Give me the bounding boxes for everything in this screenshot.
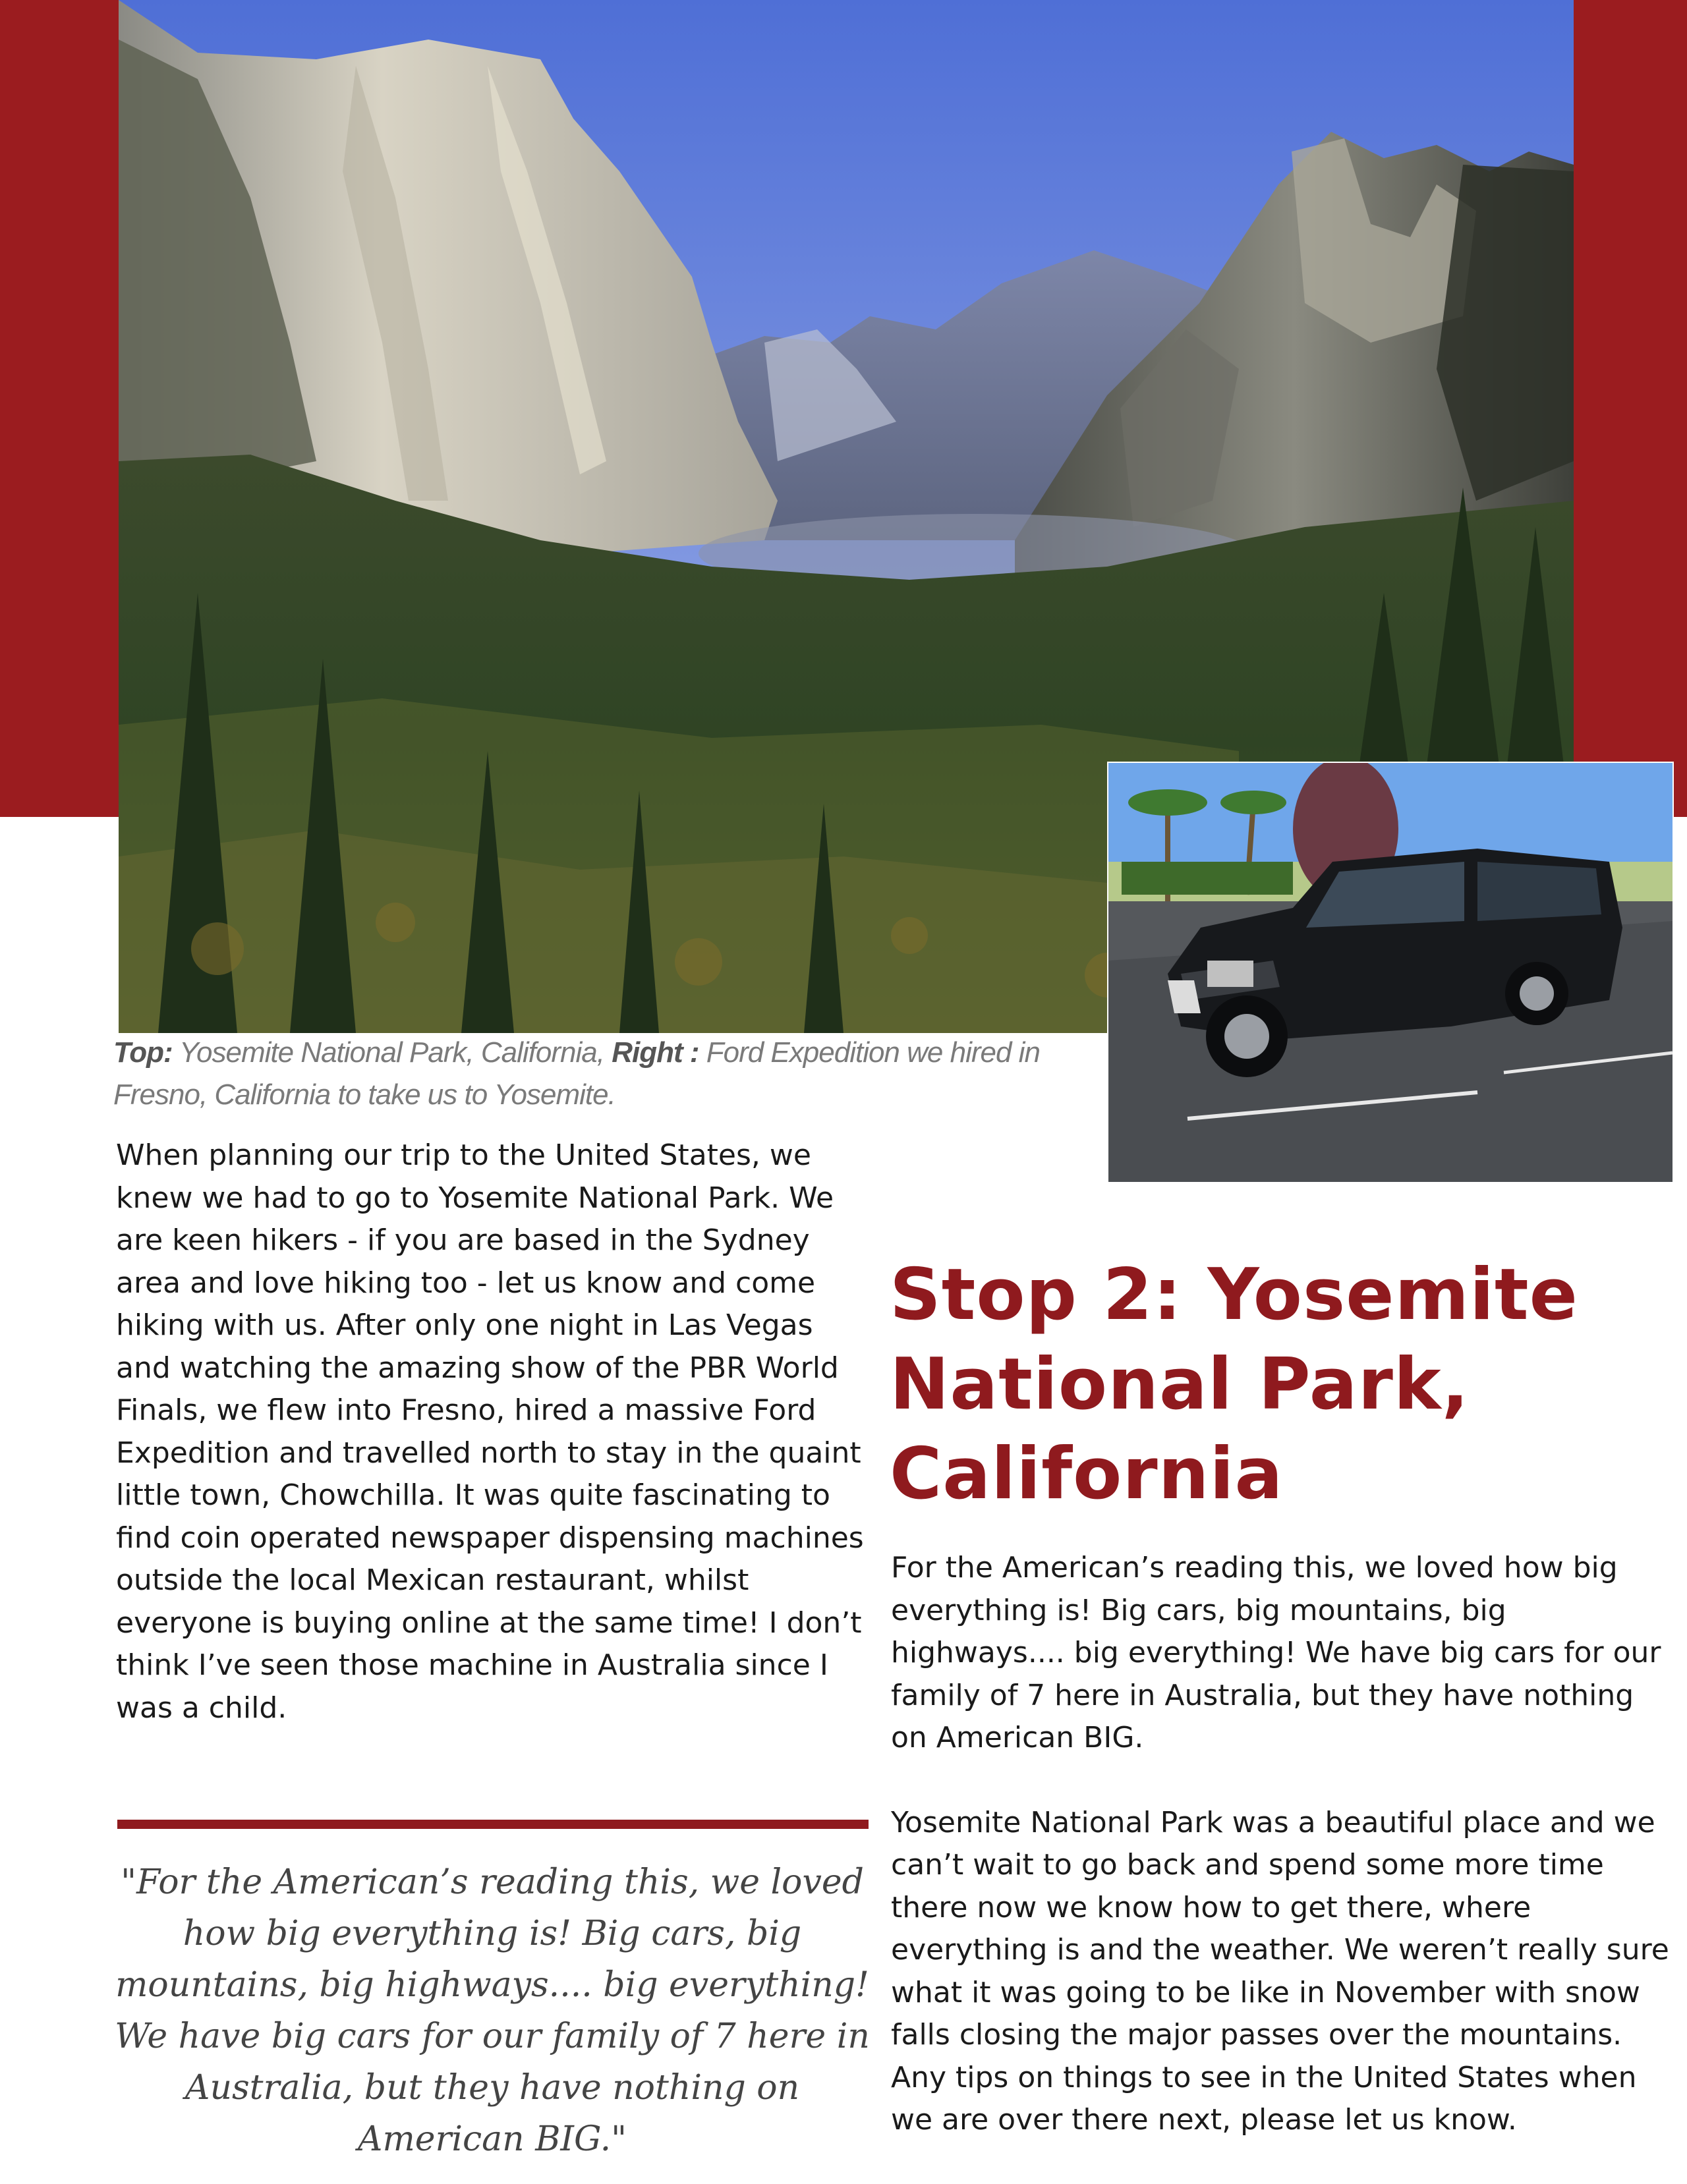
caption-right-text: Ford Expedition we hired in Fresno, California to take us to Yosemite. bbox=[113, 1036, 1040, 1111]
section-title: Stop 2: Yosemite National Park, California bbox=[890, 1254, 1578, 1515]
intro-paragraph: When planning our trip to the United States, we knew we had to go to Yosemite National Park. We are keen hikers - if you are based in the Sydney area and love hiking too - let us know and come hiking with us. After only one night in Las Vegas and watching the amazing show of the PBR World Finals, we flew into Fresno, hired a massive Ford Expedition and travelled north to stay in the quaint little town, Chowchilla. It was quite fascinating to find coin operated newspaper dispensing machines outside the local Mexican restaurant, whilst everyone is buying online at the same time! I don’t think I’ve seen those machine in Australia since I was a child. bbox=[116, 1138, 864, 1725]
ford-expedition-photo bbox=[1107, 762, 1674, 1183]
paragraph-big-america: For the American’s reading this, we loved how big everything is! Big cars, big mountains, big highways.... big everything! We have big cars for our family of 7 here in Australia, but they have nothing on American BIG. bbox=[891, 1551, 1661, 1754]
quote-divider bbox=[117, 1820, 869, 1829]
photo-caption bbox=[113, 1032, 1069, 1116]
pull-quote: "For the American’s reading this, we loved how big everything is! Big cars, big mountains, big highways.... big everything! We have big cars for our family of 7 here in Australia, but they have nothing on American BIG." bbox=[115, 1862, 870, 2159]
caption-top-label: Top: bbox=[113, 1036, 173, 1069]
paragraph-yosemite: Yosemite National Park was a beautiful place and we can’t wait to go back and spend some more time there now we know how to get there, where everything is and the weather. We weren’t really sure what it was going to be like in November with snow falls closing the major passes over the mountains. Any tips on things to see in the United States when we are over there next, please let us know. bbox=[891, 1805, 1669, 2137]
right-column bbox=[891, 1547, 1675, 2184]
caption-top-text: Yosemite National Park, California, bbox=[179, 1036, 604, 1069]
caption-right-label: Right : bbox=[612, 1036, 699, 1069]
